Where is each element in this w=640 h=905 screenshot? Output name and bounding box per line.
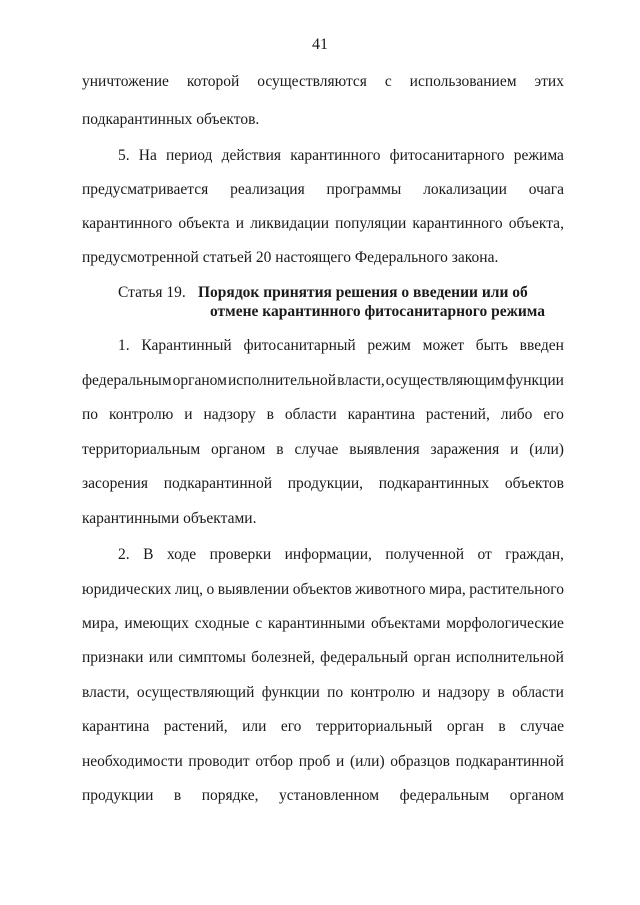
word: контролю (350, 684, 415, 701)
word: В (143, 546, 154, 563)
word: о (206, 581, 215, 598)
article-title-line: отмене карантинного фитосанитарного режима (210, 303, 545, 320)
word: установленном (278, 787, 380, 804)
word: введен (519, 337, 564, 354)
word: власти, (337, 372, 385, 389)
word: растений, (425, 406, 490, 423)
word: проверки (209, 546, 272, 563)
word: и (510, 441, 519, 458)
word: (или) (529, 441, 564, 458)
word: функции (261, 684, 320, 701)
text-line: предусмотренной статьей 20 настоящего Федерального закона. (82, 249, 499, 266)
word: программы (326, 181, 402, 198)
text-line (82, 648, 564, 668)
word: исполнительной (455, 649, 564, 666)
word: в (173, 787, 182, 804)
article-title-line: Порядок принятия решения о введении или об (198, 284, 528, 301)
text-line (82, 214, 564, 234)
text-line (82, 72, 564, 92)
word: или (148, 649, 174, 666)
word: в (498, 718, 506, 735)
word: осуществляются (257, 73, 367, 90)
word: уничтожение (82, 73, 169, 90)
word: режима (513, 147, 564, 164)
word: этих (534, 73, 564, 90)
word: имеющих (124, 615, 189, 632)
word: надзору (203, 406, 256, 423)
word: органом (172, 372, 227, 389)
word: юридических (82, 581, 172, 598)
word: реализация (230, 181, 305, 198)
word: федеральным (82, 372, 172, 389)
word: объектов (292, 581, 352, 598)
word: порядке, (201, 787, 259, 804)
word: продукции, (287, 475, 363, 492)
word: быть (475, 337, 508, 354)
word: заражения (430, 441, 500, 458)
word: ликвидации (250, 215, 330, 232)
word: карантинного (290, 147, 381, 164)
text-line (82, 474, 564, 494)
word: по (82, 406, 99, 423)
text-line: подкарантинных объектов. (82, 111, 260, 128)
word: 5. (118, 147, 130, 164)
word: выявлении (217, 581, 290, 598)
word: федеральный (320, 649, 409, 666)
word: органом (211, 441, 266, 458)
word: области (512, 684, 564, 701)
word: мира, (82, 615, 119, 632)
word: период (166, 147, 213, 164)
word: орган (446, 718, 484, 735)
word: карантинного (82, 215, 173, 232)
word: выявления (349, 441, 420, 458)
word: засорения (82, 475, 148, 492)
word: На (138, 147, 157, 164)
word: функции (505, 372, 564, 389)
word: орган (413, 649, 451, 666)
text-line (82, 371, 564, 391)
word: граждан, (505, 546, 564, 563)
word: объектами (371, 615, 441, 632)
text-line (82, 752, 564, 772)
word: (или) (349, 753, 385, 770)
page-number: 41 (312, 36, 328, 53)
word: Карантинный (141, 337, 232, 354)
word: лиц, (174, 581, 204, 598)
word: сходные (194, 615, 250, 632)
word: федеральным (399, 787, 490, 804)
word: болезней, (251, 649, 315, 666)
text-line: карантинными объектами. (82, 510, 257, 527)
word: мира, (429, 581, 466, 598)
word: объектов (504, 475, 564, 492)
word: исполнительной (227, 372, 337, 389)
word: с (384, 73, 392, 90)
word: растений, (163, 718, 228, 735)
word: подкарантинных (378, 475, 490, 492)
word: карантина (82, 718, 150, 735)
word: отбор (255, 753, 294, 770)
word: осуществляющий (136, 684, 255, 701)
text-line (82, 786, 564, 806)
word: информации, (284, 546, 372, 563)
text-line (82, 683, 564, 703)
word: объекта (178, 215, 230, 232)
word: в (276, 441, 284, 458)
word: режим (367, 337, 411, 354)
word: образцов (390, 753, 451, 770)
word: территориальным (82, 441, 201, 458)
text-line (82, 614, 564, 634)
word: проводит (188, 753, 250, 770)
text-line (118, 545, 564, 565)
word: фитосанитарного (389, 147, 505, 164)
word: от (477, 546, 492, 563)
word: подкарантинной (163, 475, 272, 492)
word: контролю (108, 406, 174, 423)
word: случае (294, 441, 339, 458)
word: надзору (437, 684, 491, 701)
text-line (82, 717, 564, 737)
word: области (284, 406, 337, 423)
word: локализации (423, 181, 507, 198)
text-line (82, 180, 564, 200)
text-line (82, 580, 564, 600)
word: продукции (82, 787, 154, 804)
word: власти, (82, 684, 130, 701)
word: карантина (347, 406, 415, 423)
word: популяции (335, 215, 407, 232)
word: с (255, 615, 263, 632)
word: 1. (118, 337, 130, 354)
word: морфологические (446, 615, 564, 632)
word: использованием (409, 73, 517, 90)
word: и (235, 215, 245, 232)
word: животного (355, 581, 426, 598)
word: предусматривается (82, 181, 209, 198)
word: очага (528, 181, 564, 198)
word: и (184, 406, 193, 423)
word: может (422, 337, 464, 354)
word: растительного (469, 581, 564, 598)
word: и (422, 684, 431, 701)
word: и (336, 753, 345, 770)
word: органом (509, 787, 564, 804)
text-line (82, 440, 564, 460)
word: полученной (385, 546, 464, 563)
word: территориальный (315, 718, 433, 735)
word: его (543, 406, 564, 423)
word: в (266, 406, 274, 423)
word: 2. (118, 546, 130, 563)
word: его (280, 718, 302, 735)
word: или (242, 718, 267, 735)
word: случае (520, 718, 564, 735)
word: признаки (82, 649, 144, 666)
word: подкарантинной (455, 753, 564, 770)
word: которой (186, 73, 240, 90)
text-line (118, 146, 564, 166)
word: действия (221, 147, 282, 164)
word: ходе (166, 546, 197, 563)
word: объекта, (508, 215, 564, 232)
text-line (118, 336, 564, 356)
word: фитосанитарный (243, 337, 356, 354)
text-line (82, 405, 564, 425)
article-label: Статья 19. (118, 284, 186, 301)
word: необходимости (82, 753, 183, 770)
word: симптомы (178, 649, 246, 666)
word: осуществляющим (385, 372, 505, 389)
word: в (497, 684, 505, 701)
word: карантинного (412, 215, 503, 232)
word: карантинными (267, 615, 366, 632)
word: либо (500, 406, 533, 423)
word: проб (298, 753, 331, 770)
word: по (327, 684, 344, 701)
